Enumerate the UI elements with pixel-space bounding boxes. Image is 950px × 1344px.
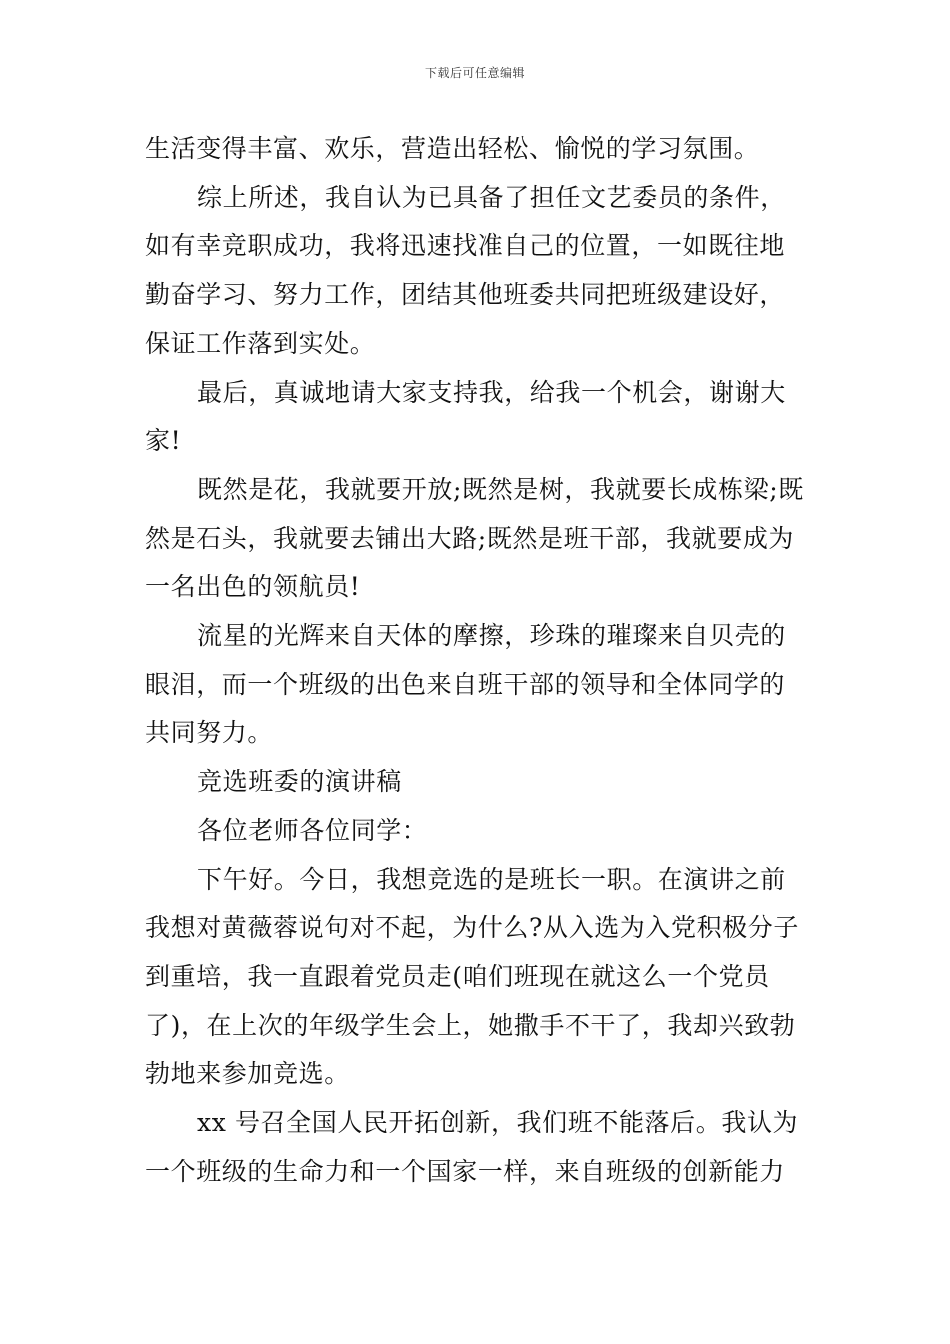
document-body: [145, 125, 805, 1196]
paragraph: 下午好。今日，我想竞选的是班长一职。在演讲之前我想对黄薇蓉说句对不起，为什么?从入选为入党积极分子到重培，我一直跟着党员走(咱们班现在就这么一个党员了)，在上次的年级学生会上，她撒手不干了，我却兴致勃勃地来参加竞选。: [145, 864, 800, 1089]
paragraph: 流星的光辉来自天体的摩擦，珍珠的璀璨来自贝壳的眼泪，而一个班级的出色来自班干部的领导和全体同学的共同努力。: [145, 621, 786, 748]
paragraph: 既然是花，我就要开放;既然是树，我就要长成栋梁;既然是石头，我就要去铺出大路;既然是班干部，我就要成为一名出色的领航员!: [145, 474, 804, 602]
paragraph: 最后，真诚地请大家支持我，给我一个机会，谢谢大家!: [145, 377, 786, 456]
salutation: 各位老师各位同学：: [197, 815, 428, 845]
paragraph: xx 号召全国人民开拓创新，我们班不能落后。我认为一个班级的生命力和一个国家一样，来自班级的创新能力: [145, 1108, 799, 1186]
speech-title: 竞选班委的演讲稿: [197, 767, 402, 797]
paragraph: 生活变得丰富、欢乐，营造出轻松、愉悦的学习氛围。: [145, 134, 760, 163]
paragraph: 综上所述，我自认为已具备了担任文艺委员的条件，如有幸竞职成功，我将迅速找准自己的位置，一如既往地勤奋学习、努力工作，团结其他班委共同把班级建设好，保证工作落到实处。: [145, 182, 786, 358]
page-header: 下载后可任意编辑: [424, 66, 525, 80]
